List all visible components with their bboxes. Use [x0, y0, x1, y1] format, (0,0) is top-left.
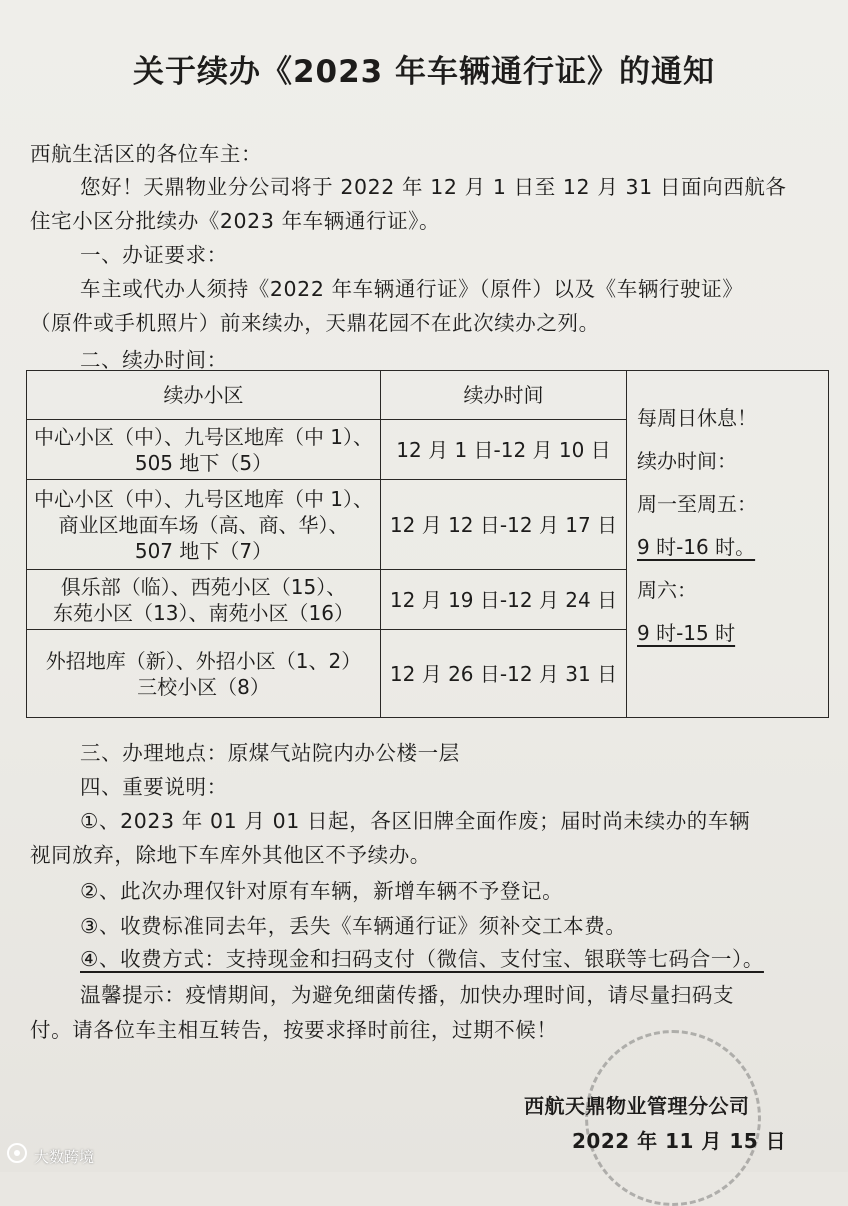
- tip-line-1: 温馨提示：疫情期间，为避免细菌传播，加快办理时间，请尽量扫码支: [80, 983, 735, 1007]
- item4: ④、收费方式：支持现金和扫码支付（微信、支付宝、银联等七码合一）。: [80, 947, 764, 971]
- section1-line-1: 车主或代办人须持《2022 年车辆通行证》（原件）以及《车辆行驶证》: [80, 277, 744, 301]
- row1-area: [27, 420, 381, 480]
- row4-area-line-2: 三校小区（8）: [137, 674, 270, 699]
- intro-line-2: 住宅小区分批续办《2023 年车辆通行证》。: [30, 209, 441, 233]
- salutation: 西航生活区的各位车主：: [30, 142, 263, 166]
- tip-line-2: 付。请各位车主相互转告，按要求择时前往，过期不候！: [30, 1018, 558, 1042]
- watermark-logo-icon: [6, 1142, 28, 1164]
- section2-heading: 二、续办时间：: [80, 348, 228, 372]
- row2-area: [27, 480, 381, 570]
- header-time: 续办时间: [381, 371, 627, 420]
- row4-area: [27, 630, 381, 718]
- row3-time: 12 月 19 日-12 月 24 日: [381, 570, 627, 630]
- schedule-table: [26, 370, 829, 718]
- signature-date: 2022 年 11 月 15 日: [572, 1129, 787, 1153]
- row2-area-line-3: 507 地下（7）: [134, 538, 273, 563]
- item2: ②、此次办理仅针对原有车辆，新增车辆不予登记。: [80, 879, 564, 903]
- item3: ③、收费标准同去年，丢失《车辆通行证》须补交工本费。: [80, 914, 627, 938]
- note-sunday: 每周日休息！: [637, 406, 757, 430]
- row1-time: 12 月 1 日-12 月 10 日: [381, 420, 627, 480]
- intro-line-1: 您好！天鼎物业分公司将于 2022 年 12 月 1 日至 12 月 31 日面向西航各: [80, 175, 787, 199]
- item1-line-1: ①、2023 年 01 月 01 日起，各区旧牌全面作废；届时尚未续办的车辆: [80, 809, 751, 833]
- row1-area-line-2: 505 地下（5）: [134, 450, 273, 475]
- row2-time: 12 月 12 日-12 月 17 日: [381, 480, 627, 570]
- watermark-text: 大数跨境: [34, 1148, 95, 1166]
- notice-title: 关于续办《2023 年车辆通行证》的通知: [132, 54, 716, 90]
- row2-area-line-2: 商业区地面车场（高、商、华）、: [58, 512, 349, 537]
- row3-area-line-2: 东苑小区（13）、南苑小区（16）: [53, 600, 354, 625]
- header-area: 续办小区: [27, 371, 381, 420]
- signature-org: 西航天鼎物业管理分公司: [524, 1094, 750, 1118]
- note-hours-label: 续办时间：: [637, 449, 737, 473]
- section1-line-2: （原件或手机照片）前来续办，天鼎花园不在此次续办之列。: [30, 311, 600, 335]
- note-weekday: 周一至周五：: [637, 492, 757, 516]
- section3: 三、办理地点：原煤气站院内办公楼一层: [80, 741, 460, 765]
- row3-area-line-1: 俱乐部（临）、西苑小区（15）、: [60, 574, 347, 599]
- schedule-notes: [627, 371, 829, 718]
- note-saturday-hours: 9 时-15 时: [637, 621, 736, 645]
- note-saturday: 周六：: [637, 578, 697, 602]
- row2-area-line-1: 中心小区（中）、九号区地库（中 1）、: [33, 486, 374, 511]
- row4-time: 12 月 26 日-12 月 31 日: [381, 630, 627, 718]
- row3-area: [27, 570, 381, 630]
- item1-line-2: 视同放弃，除地下车库外其他区不予续办。: [30, 843, 431, 867]
- note-weekday-hours: 9 时-16 时。: [637, 535, 756, 559]
- row4-area-line-1: 外招地库（新）、外招小区（1、2）: [45, 648, 362, 673]
- table-header-row: [27, 371, 829, 420]
- section4-heading: 四、重要说明：: [80, 775, 228, 799]
- row1-area-line-1: 中心小区（中）、九号区地库（中 1）、: [33, 424, 374, 449]
- section1-heading: 一、办证要求：: [80, 243, 228, 267]
